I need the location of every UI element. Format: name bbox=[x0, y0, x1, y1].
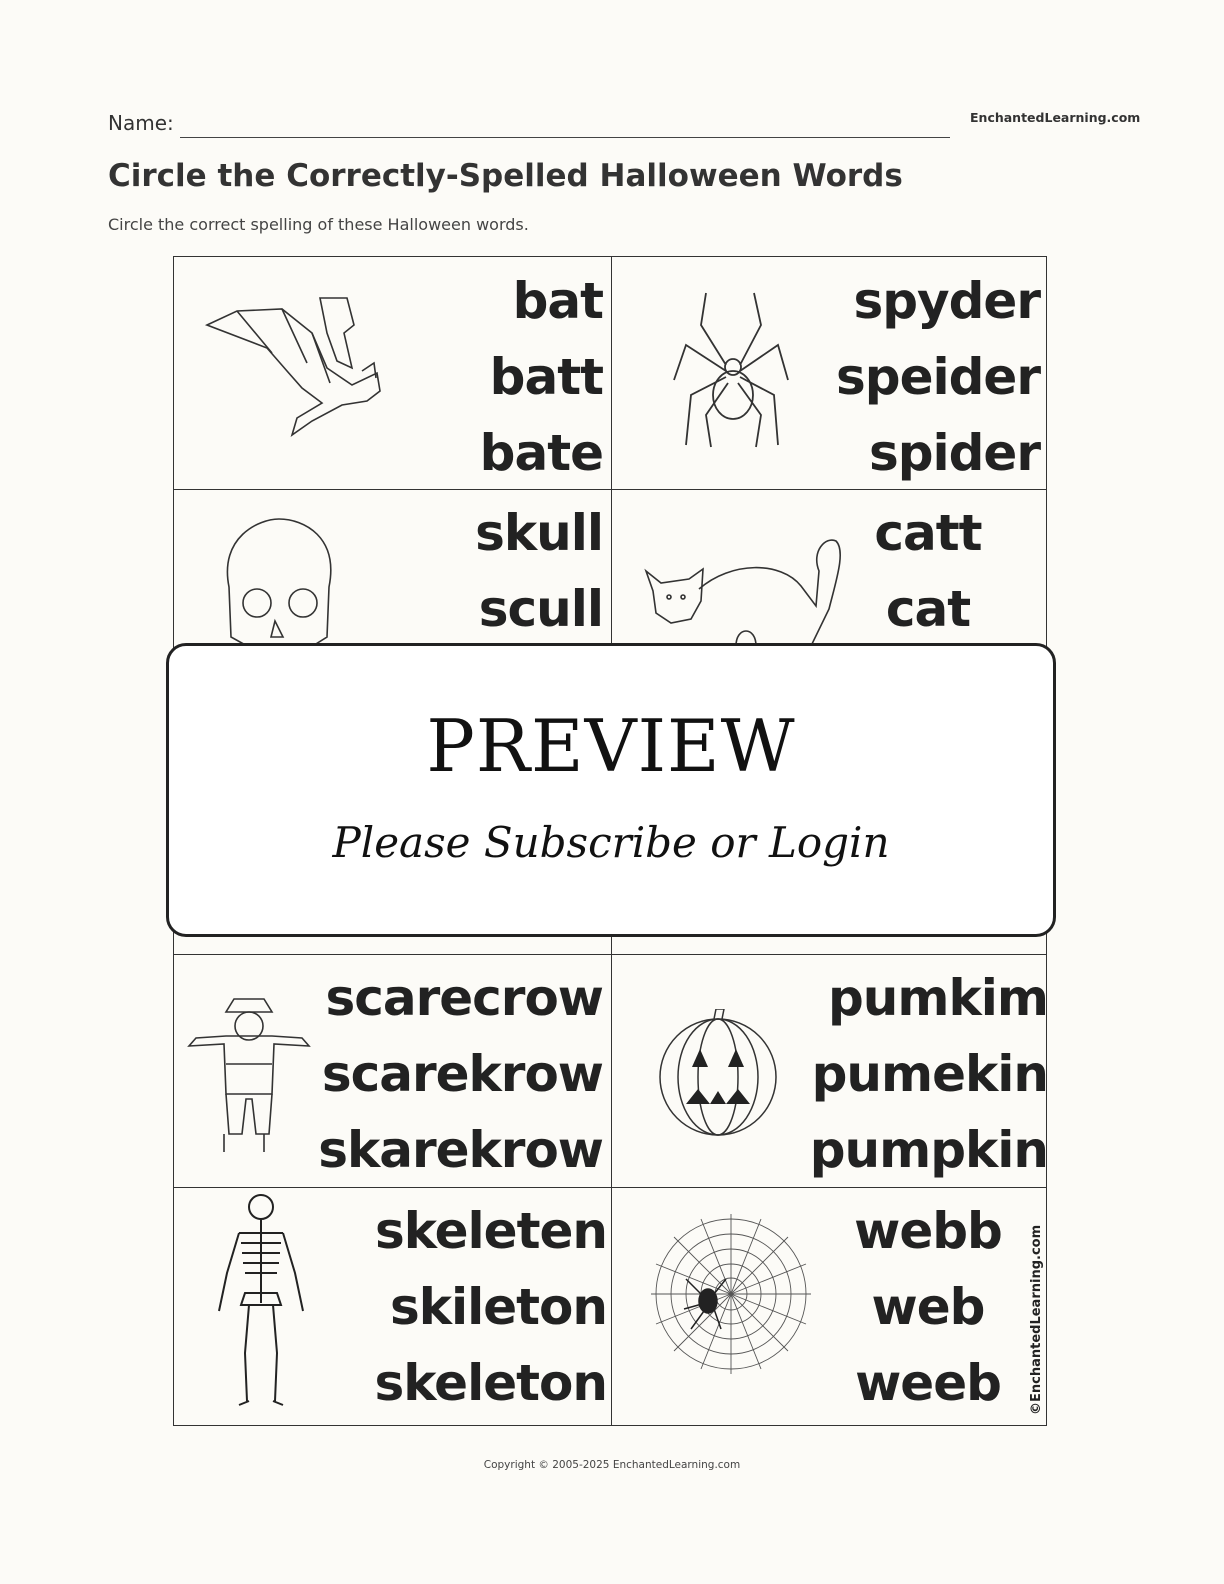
word-option[interactable]: weeb bbox=[855, 1354, 1001, 1412]
word-option[interactable]: skileton bbox=[389, 1278, 607, 1336]
word-option[interactable]: pumekin bbox=[811, 1045, 1048, 1103]
word-options bbox=[353, 495, 603, 647]
skeleton-icon bbox=[209, 1193, 314, 1413]
web-icon bbox=[646, 1209, 811, 1374]
word-option[interactable]: scarecrow bbox=[325, 969, 603, 1027]
pumpkin-icon bbox=[656, 1009, 781, 1139]
site-logo[interactable]: EnchantedLearning.com bbox=[970, 110, 1141, 125]
word-options bbox=[790, 263, 1040, 491]
preview-title: PREVIEW bbox=[426, 704, 796, 788]
word-option[interactable]: scarekrow bbox=[321, 1045, 603, 1103]
word-option[interactable]: spyder bbox=[853, 272, 1040, 330]
word-cell-web bbox=[611, 1187, 1048, 1421]
word-options bbox=[848, 495, 1008, 647]
word-option[interactable]: skarekrow bbox=[318, 1121, 603, 1179]
word-options bbox=[353, 263, 603, 491]
word-options bbox=[788, 960, 1048, 1188]
word-cell-pumpkin bbox=[611, 954, 1048, 1188]
name-line bbox=[180, 137, 950, 138]
preview-overlay[interactable] bbox=[166, 643, 1056, 937]
word-option[interactable]: bat bbox=[512, 272, 603, 330]
word-cell-bat bbox=[174, 257, 611, 491]
scarecrow-icon bbox=[184, 984, 314, 1154]
word-option[interactable]: speider bbox=[836, 348, 1040, 406]
word-option[interactable]: scull bbox=[478, 580, 603, 638]
word-option[interactable]: webb bbox=[854, 1202, 1002, 1260]
word-option[interactable]: skull bbox=[475, 504, 603, 562]
word-options bbox=[367, 1193, 607, 1421]
instructions: Circle the correct spelling of these Halloween words. bbox=[108, 215, 529, 234]
word-option[interactable]: catt bbox=[874, 504, 982, 562]
word-cell-scarecrow bbox=[174, 954, 611, 1188]
name-label: Name: bbox=[108, 111, 174, 135]
word-options bbox=[848, 1193, 1008, 1421]
word-option[interactable]: bate bbox=[479, 424, 603, 482]
word-option[interactable]: pumkim bbox=[828, 969, 1048, 1027]
word-option[interactable]: pumpkin bbox=[809, 1121, 1048, 1179]
page-title: Circle the Correctly-Spelled Halloween Words bbox=[108, 158, 903, 194]
word-options bbox=[303, 960, 603, 1188]
word-option[interactable]: web bbox=[871, 1278, 985, 1336]
word-cell-spider bbox=[611, 257, 1048, 491]
word-cell-skeleton bbox=[174, 1187, 611, 1421]
skull-icon bbox=[219, 517, 339, 647]
word-option[interactable]: skeleton bbox=[374, 1354, 607, 1412]
footer-copyright: Copyright © 2005-2025 EnchantedLearning.com bbox=[483, 1459, 741, 1471]
word-option[interactable]: skeleten bbox=[374, 1202, 607, 1260]
vertical-credit: ©EnchantedLearning.com bbox=[1029, 1224, 1044, 1415]
word-option[interactable]: spider bbox=[868, 424, 1040, 482]
cat-icon bbox=[641, 531, 851, 646]
word-option[interactable]: batt bbox=[489, 348, 603, 406]
word-option[interactable]: cat bbox=[885, 580, 971, 638]
spider-icon bbox=[666, 285, 796, 455]
subscribe-login-prompt[interactable]: Please Subscribe or Login bbox=[332, 818, 890, 867]
